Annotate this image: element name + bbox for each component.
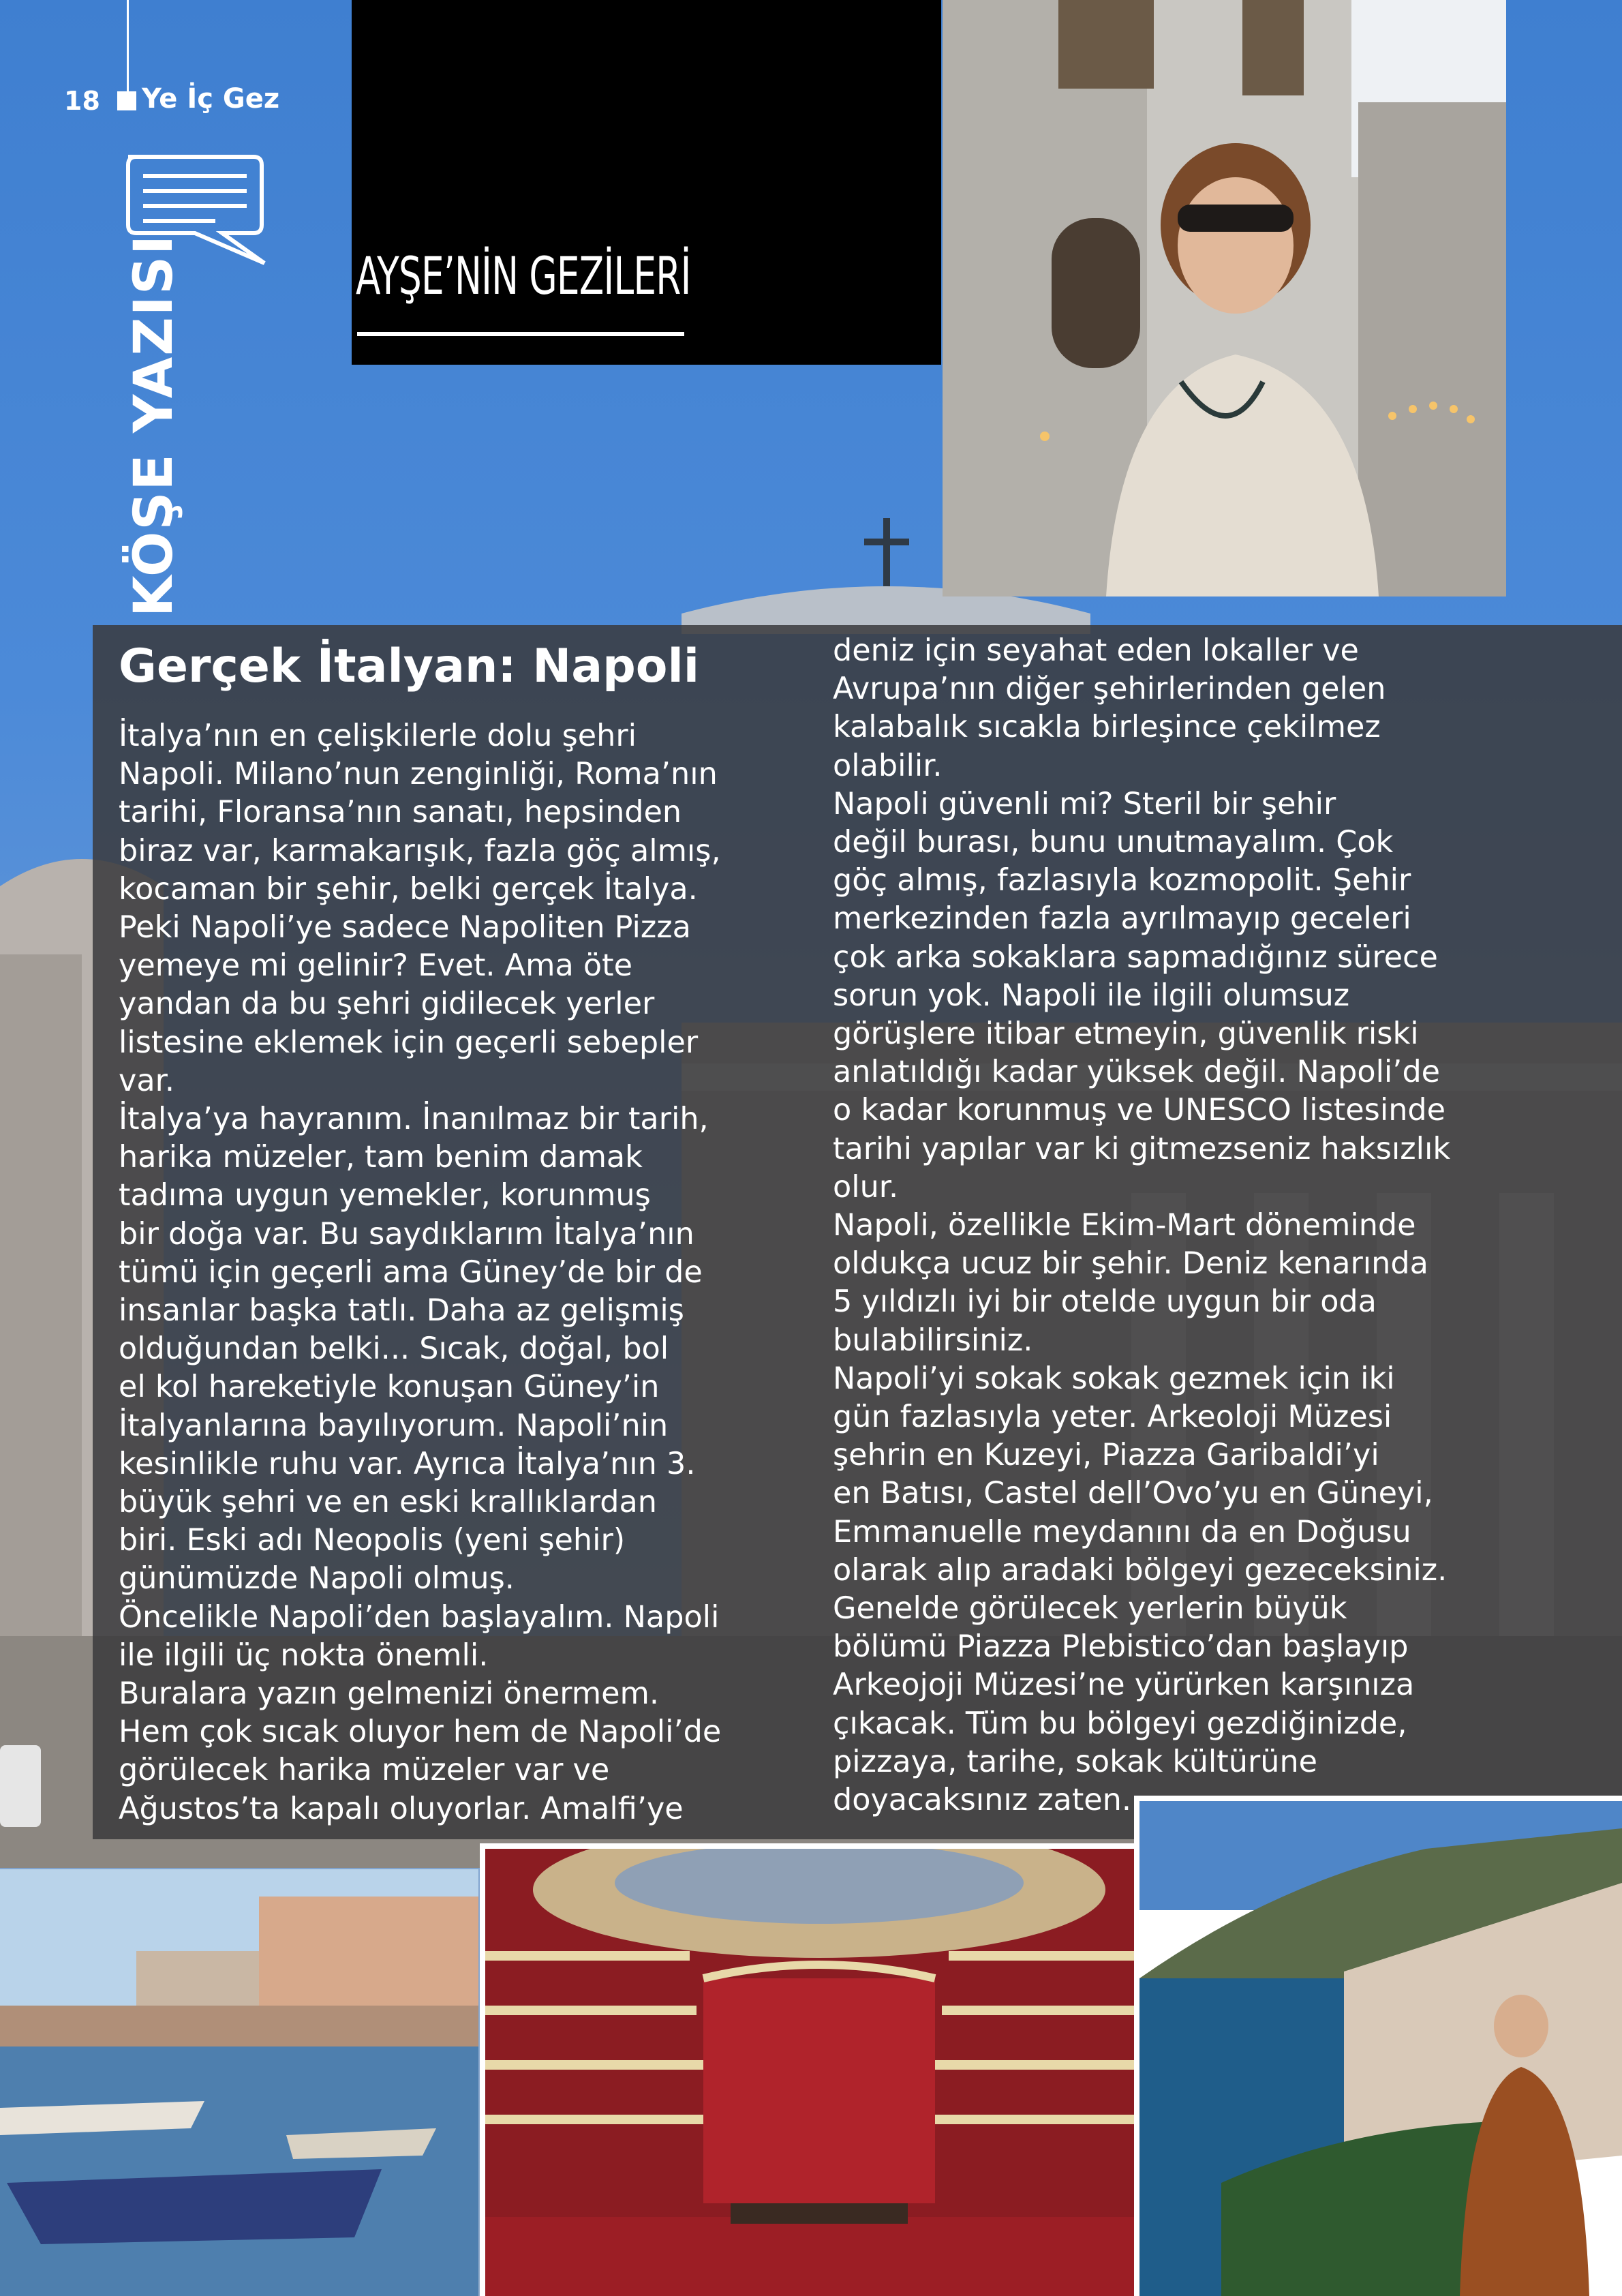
- text-line: sorun yok. Napoli ile ilgili olumsuz: [833, 978, 1350, 1013]
- text-line: deniz için seyahat eden lokaller ve: [833, 633, 1359, 668]
- article-column-left: [119, 717, 721, 1828]
- text-line: doyacaksınız zaten.: [833, 1783, 1132, 1818]
- text-line: tadıma uygun yemekler, korunmuş: [119, 1178, 651, 1213]
- text-line: değil burası, bunu unutmayalım. Çok: [833, 825, 1394, 860]
- text-line: çok arka sokaklara sapmadığınız sürece: [833, 939, 1438, 975]
- text-line: tarihi, Floransa’nın sanatı, hepsinden: [119, 795, 682, 830]
- text-line: yemeye mi gelinir? Evet. Ama öte: [119, 948, 632, 984]
- text-line: Napoli güvenli mi? Steril bir şehir: [833, 786, 1336, 821]
- text-line: göç almış, fazlasıyla kozmopolit. Şehir: [833, 863, 1411, 898]
- text-line: görüşlere itibar etmeyin, güvenlik riski: [833, 1016, 1419, 1052]
- text-line: olarak alıp aradaki bölgeyi gezeceksiniz.: [833, 1552, 1448, 1588]
- text-line: listesine eklemek için geçerli sebepler: [119, 1025, 699, 1060]
- text-line: Arkeojoji Müzesi’ne yürürken karşınıza: [833, 1667, 1415, 1703]
- text-line: el kol hareketiyle konuşan Güney’in: [119, 1370, 660, 1405]
- text-line: Napoli, özellikle Ekim-Mart döneminde: [833, 1208, 1416, 1243]
- amalfi-coast-photo: [1134, 1796, 1622, 2296]
- text-line: şehrin en Kuzeyi, Piazza Garibaldi’yi: [833, 1438, 1379, 1473]
- author-portrait-photo: [943, 0, 1506, 596]
- text-line: bulabilirsiniz.: [833, 1323, 1033, 1358]
- page-number: 18: [64, 86, 100, 116]
- section-title: Ye İç Gez: [142, 83, 280, 115]
- text-line: olur.: [833, 1169, 899, 1205]
- text-line: Peki Napoli’ye sadece Napoliten Pizza: [119, 910, 691, 946]
- text-line: bir doğa var. Bu saydıklarım İtalya’nın: [119, 1216, 694, 1252]
- text-line: olabilir.: [833, 748, 943, 783]
- text-line: kocaman bir şehir, belki gerçek İtalya.: [119, 871, 698, 907]
- text-line: İtalyanlarına bayılıyorum. Napoli’nin: [119, 1408, 669, 1443]
- text-line: Avrupa’nın diğer şehirlerinden gelen: [833, 671, 1386, 707]
- text-line: çıkacak. Tüm bu bölgeyi gezdiğinizde,: [833, 1706, 1407, 1741]
- text-line: en Batısı, Castel dell’Ovo’yu en Güneyi,: [833, 1476, 1433, 1511]
- text-line: merkezinden fazla ayrılmayıp geceleri: [833, 901, 1411, 937]
- text-line: Napoli’yi sokak sokak gezmek için iki: [833, 1361, 1395, 1396]
- text-line: biraz var, karmakarışık, fazla göç almış,: [119, 833, 721, 868]
- text-line: görülecek harika müzeler var ve: [119, 1753, 610, 1788]
- text-line: Genelde görülecek yerlerin büyük: [833, 1591, 1347, 1627]
- article-column-right: [833, 632, 1450, 1819]
- text-line: biri. Eski adı Neopolis (yeni şehir): [119, 1523, 626, 1558]
- text-line: kalabalık sıcakla birleşince çekilmez: [833, 710, 1381, 745]
- text-line: oldukça ucuz bir şehir. Deniz kenarında: [833, 1246, 1428, 1282]
- text-line: büyük şehri ve en eski krallıklardan: [119, 1485, 657, 1520]
- text-line: insanlar başka tatlı. Daha az gelişmiş: [119, 1293, 684, 1329]
- text-line: o kadar korunmuş ve UNESCO listesinde: [833, 1093, 1446, 1128]
- text-line: kesinlikle ruhu var. Ayrıca İtalya’nın 3.: [119, 1446, 696, 1481]
- section-marker-square: [117, 91, 136, 110]
- series-title: AYŞE’NİN GEZİLERİ: [356, 245, 691, 306]
- text-line: harika müzeler, tam benim damak: [119, 1140, 643, 1175]
- text-line: İtalya’ya hayranım. İnanılmaz bir tarih,: [119, 1102, 709, 1137]
- column-label-text: KÖŞE YAZISI: [123, 233, 185, 617]
- text-line: 5 yıldızlı iyi bir otelde uygun bir oda: [833, 1284, 1377, 1320]
- opera-house-photo: [480, 1843, 1159, 2296]
- text-line: olduğundan belki... Sıcak, doğal, bol: [119, 1331, 669, 1367]
- text-line: bölümü Piazza Plebistico’dan başlayıp: [833, 1629, 1409, 1665]
- text-line: pizzaya, tarihe, sokak kültürüne: [833, 1744, 1318, 1779]
- harbor-photo: [0, 1869, 478, 2296]
- text-line: Ağustos’ta kapalı oluyorlar. Amalfi’ye: [119, 1791, 684, 1826]
- text-line: ile ilgili üç nokta önemli.: [119, 1637, 489, 1673]
- series-title-underline: [357, 332, 684, 336]
- text-line: Buralara yazın gelmenizi önermem.: [119, 1676, 660, 1712]
- text-line: gün fazlasıyla yeter. Arkeoloji Müzesi: [833, 1400, 1392, 1435]
- series-title-box: [352, 0, 941, 365]
- article-title: Gerçek İtalyan: Napoli: [119, 639, 700, 693]
- header-rule: [127, 0, 129, 95]
- text-line: yandan da bu şehri gidilecek yerler: [119, 986, 655, 1022]
- text-line: İtalya’nın en çelişkilerle dolu şehri: [119, 719, 637, 753]
- text-line: Napoli. Milano’nun zenginliği, Roma’nın: [119, 757, 718, 792]
- text-line: Öncelikle Napoli’den başlayalım. Napoli: [119, 1599, 720, 1635]
- text-line: var.: [119, 1063, 174, 1098]
- text-line: Emmanuelle meydanını da en Doğusu: [833, 1514, 1411, 1550]
- text-line: günümüzde Napoli olmuş.: [119, 1561, 515, 1597]
- text-line: tümü için geçerli ama Güney’de bir de: [119, 1254, 703, 1290]
- text-line: anlatıldığı kadar yüksek değil. Napoli’de: [833, 1055, 1441, 1090]
- text-line: Hem çok sıcak oluyor hem de Napoli’de: [119, 1715, 722, 1750]
- text-line: tarihi yapılar var ki gitmezseniz haksızlık: [833, 1131, 1451, 1166]
